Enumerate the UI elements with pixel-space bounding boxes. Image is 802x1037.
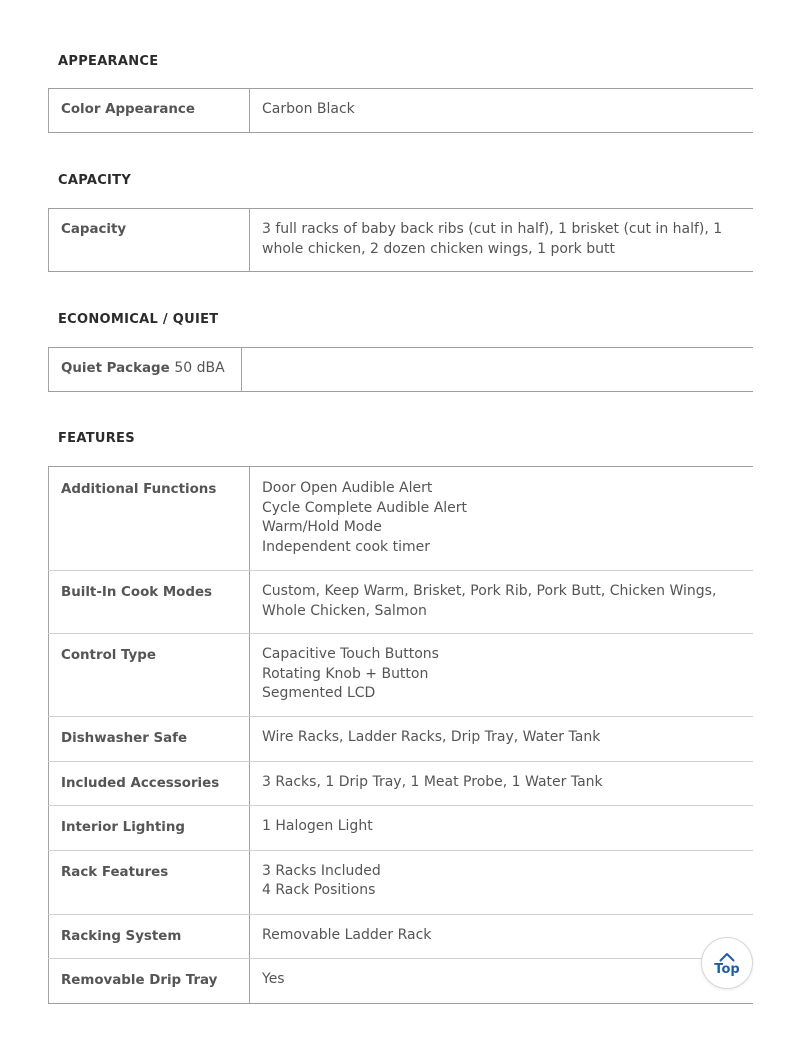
section-title-appearance: APPEARANCE: [58, 54, 159, 69]
table-row: [49, 348, 754, 392]
back-to-top-button[interactable]: [701, 937, 753, 989]
spec-value: 1 Halogen Light: [250, 806, 754, 851]
spec-value: Capacitive Touch Buttons Rotating Knob + Button Segmented LCD: [250, 634, 754, 717]
spec-table-capacity: [48, 208, 753, 272]
table-row: [49, 761, 754, 806]
spec-label: Dishwasher Safe: [49, 717, 250, 762]
table-row: [49, 634, 754, 717]
spec-value: Door Open Audible Alert Cycle Complete Audible Alert Warm/Hold Mode Independent cook timer: [250, 467, 754, 571]
back-to-top-label: Top: [714, 961, 740, 977]
spec-label: Capacity: [49, 209, 250, 272]
spec-value: [242, 348, 754, 392]
spec-label: Racking System: [49, 914, 250, 959]
table-row: [49, 209, 754, 272]
table-row: [49, 850, 754, 914]
spec-label: Additional Functions: [49, 467, 250, 571]
spec-value: Removable Ladder Rack: [250, 914, 754, 959]
spec-table-appearance: [48, 88, 753, 133]
section-title-features: FEATURES: [58, 431, 135, 446]
spec-value: Carbon Black: [250, 89, 754, 133]
table-row: [49, 89, 754, 133]
spec-value: Yes: [250, 959, 754, 1004]
spec-label: Rack Features: [49, 850, 250, 914]
chevron-up-icon: [719, 952, 735, 962]
spec-table-features: [48, 466, 753, 1004]
spec-label: Interior Lighting: [49, 806, 250, 851]
spec-value: 3 full racks of baby back ribs (cut in half), 1 brisket (cut in half), 1 whole chicken, 2 dozen chicken wings, 1 pork butt: [250, 209, 754, 272]
spec-label: Removable Drip Tray: [49, 959, 250, 1004]
spec-value: 3 Racks Included 4 Rack Positions: [250, 850, 754, 914]
table-row: [49, 959, 754, 1004]
spec-value: Wire Racks, Ladder Racks, Drip Tray, Water Tank: [250, 717, 754, 762]
table-row: [49, 467, 754, 571]
spec-value: 3 Racks, 1 Drip Tray, 1 Meat Probe, 1 Water Tank: [250, 761, 754, 806]
spec-value: Custom, Keep Warm, Brisket, Pork Rib, Pork Butt, Chicken Wings, Whole Chicken, Salmon: [250, 571, 754, 634]
spec-label: Control Type: [49, 634, 250, 717]
table-row: [49, 914, 754, 959]
section-title-capacity: CAPACITY: [58, 173, 132, 188]
section-title-economical-quiet: ECONOMICAL / QUIET: [58, 312, 219, 327]
spec-label: Built-In Cook Modes: [49, 571, 250, 634]
table-row: [49, 806, 754, 851]
spec-label: Included Accessories: [49, 761, 250, 806]
table-row: [49, 571, 754, 634]
spec-table-economical-quiet: [48, 347, 753, 392]
table-row: [49, 717, 754, 762]
spec-label: Color Appearance: [49, 89, 250, 133]
spec-inline-value: 50 dBA: [174, 360, 225, 376]
spec-label: Quiet Package 50 dBA: [49, 348, 242, 392]
